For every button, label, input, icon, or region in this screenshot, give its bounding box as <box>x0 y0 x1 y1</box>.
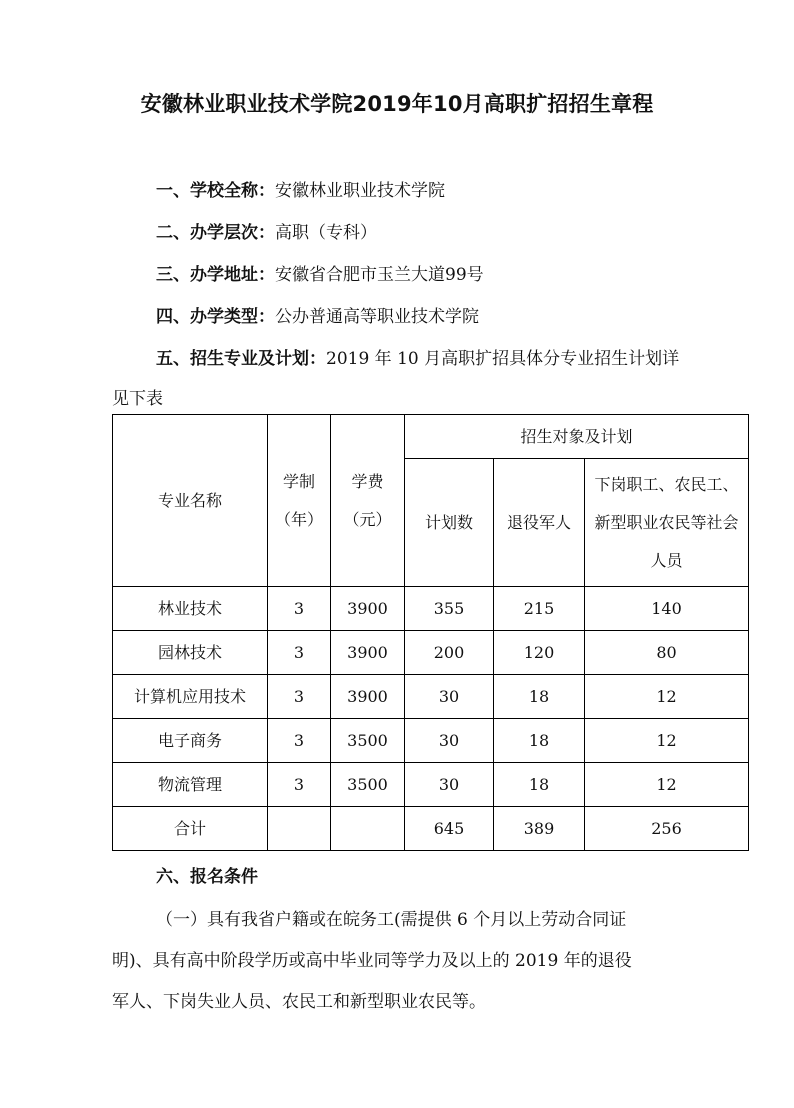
item-school-name <box>156 176 445 201</box>
total-fee <box>331 807 405 851</box>
cell-plan: 30 <box>405 719 494 763</box>
cell-others: 12 <box>585 719 749 763</box>
header-years <box>268 415 331 587</box>
cell-fee: 3500 <box>331 763 405 807</box>
header-fee-line1: 学费 <box>351 471 384 491</box>
cell-plan: 30 <box>405 675 494 719</box>
cell-years: 3 <box>268 763 331 807</box>
cell-years: 3 <box>268 631 331 675</box>
paragraph-line: 军人、下岗失业人员、农民工和新型职业农民等。 <box>112 992 486 1012</box>
total-plan: 645 <box>405 807 494 851</box>
cell-plan: 355 <box>405 587 494 631</box>
cell-veterans: 215 <box>494 587 585 631</box>
cell-veterans: 18 <box>494 675 585 719</box>
cell-veterans: 18 <box>494 763 585 807</box>
table-row <box>113 763 749 807</box>
table-row <box>113 675 749 719</box>
cell-fee: 3900 <box>331 631 405 675</box>
item-value: 2019 年 10 月高职扩招具体分专业招生计划详 <box>326 349 680 369</box>
header-group: 招生对象及计划 <box>405 415 749 459</box>
header-others-line1: 下岗职工、农民工、 <box>594 474 739 494</box>
document-title: 安徽林业职业技术学院2019年10月高职扩招招生章程 <box>140 92 654 116</box>
header-fee-line2: （元） <box>343 509 392 529</box>
table-row <box>113 631 749 675</box>
item-value: 公办普通高等职业技术学院 <box>275 307 479 327</box>
cell-years: 3 <box>268 675 331 719</box>
header-fee <box>331 415 405 587</box>
cell-major: 园林技术 <box>113 631 268 675</box>
header-others-line2: 新型职业农民等社会 <box>594 512 739 532</box>
cell-major: 林业技术 <box>113 587 268 631</box>
item-school-address <box>156 260 484 285</box>
header-plan: 计划数 <box>405 459 494 587</box>
header-others <box>585 459 749 587</box>
item-label: 二、办学层次： <box>156 223 275 243</box>
cell-others: 12 <box>585 675 749 719</box>
cell-plan: 200 <box>405 631 494 675</box>
item-label: 一、学校全称： <box>156 181 275 201</box>
total-years <box>268 807 331 851</box>
header-years-line2: （年） <box>274 509 323 529</box>
cell-major: 计算机应用技术 <box>113 675 268 719</box>
item-label: 四、办学类型： <box>156 307 275 327</box>
cell-others: 12 <box>585 763 749 807</box>
cell-plan: 30 <box>405 763 494 807</box>
total-veterans: 389 <box>494 807 585 851</box>
item-school-type <box>156 302 479 327</box>
cell-years: 3 <box>268 719 331 763</box>
item-enrollment-plan <box>156 344 679 369</box>
paragraph-line: 明)、具有高中阶段学历或高中毕业同等学力及以上的 2019 年的退役 <box>112 951 632 971</box>
cell-veterans: 18 <box>494 719 585 763</box>
header-years-line1: 学制 <box>282 471 315 491</box>
cell-years: 3 <box>268 587 331 631</box>
table-row <box>113 587 749 631</box>
section-heading-requirements: 六、报名条件 <box>156 867 258 887</box>
table-row <box>113 719 749 763</box>
cell-fee: 3900 <box>331 587 405 631</box>
total-others: 256 <box>585 807 749 851</box>
paragraph-line: （一）具有我省户籍或在皖务工(需提供 6 个月以上劳动合同证 <box>156 910 627 930</box>
item-enrollment-plan-continued: 见下表 <box>112 389 163 409</box>
table-total-row <box>113 807 749 851</box>
cell-others: 140 <box>585 587 749 631</box>
item-label: 五、招生专业及计划： <box>156 349 326 369</box>
cell-fee: 3500 <box>331 719 405 763</box>
header-others-line3: 人员 <box>650 550 683 570</box>
header-major: 专业名称 <box>113 415 268 587</box>
cell-fee: 3900 <box>331 675 405 719</box>
item-value: 高职（专科） <box>275 223 377 243</box>
enrollment-plan-table <box>112 414 749 851</box>
header-veterans: 退役军人 <box>494 459 585 587</box>
cell-major: 物流管理 <box>113 763 268 807</box>
item-label: 三、办学地址： <box>156 265 275 285</box>
cell-others: 80 <box>585 631 749 675</box>
cell-major: 电子商务 <box>113 719 268 763</box>
cell-veterans: 120 <box>494 631 585 675</box>
item-value: 安徽林业职业技术学院 <box>275 181 445 201</box>
item-school-level <box>156 218 377 243</box>
total-label: 合计 <box>113 807 268 851</box>
item-value: 安徽省合肥市玉兰大道99号 <box>275 265 484 285</box>
